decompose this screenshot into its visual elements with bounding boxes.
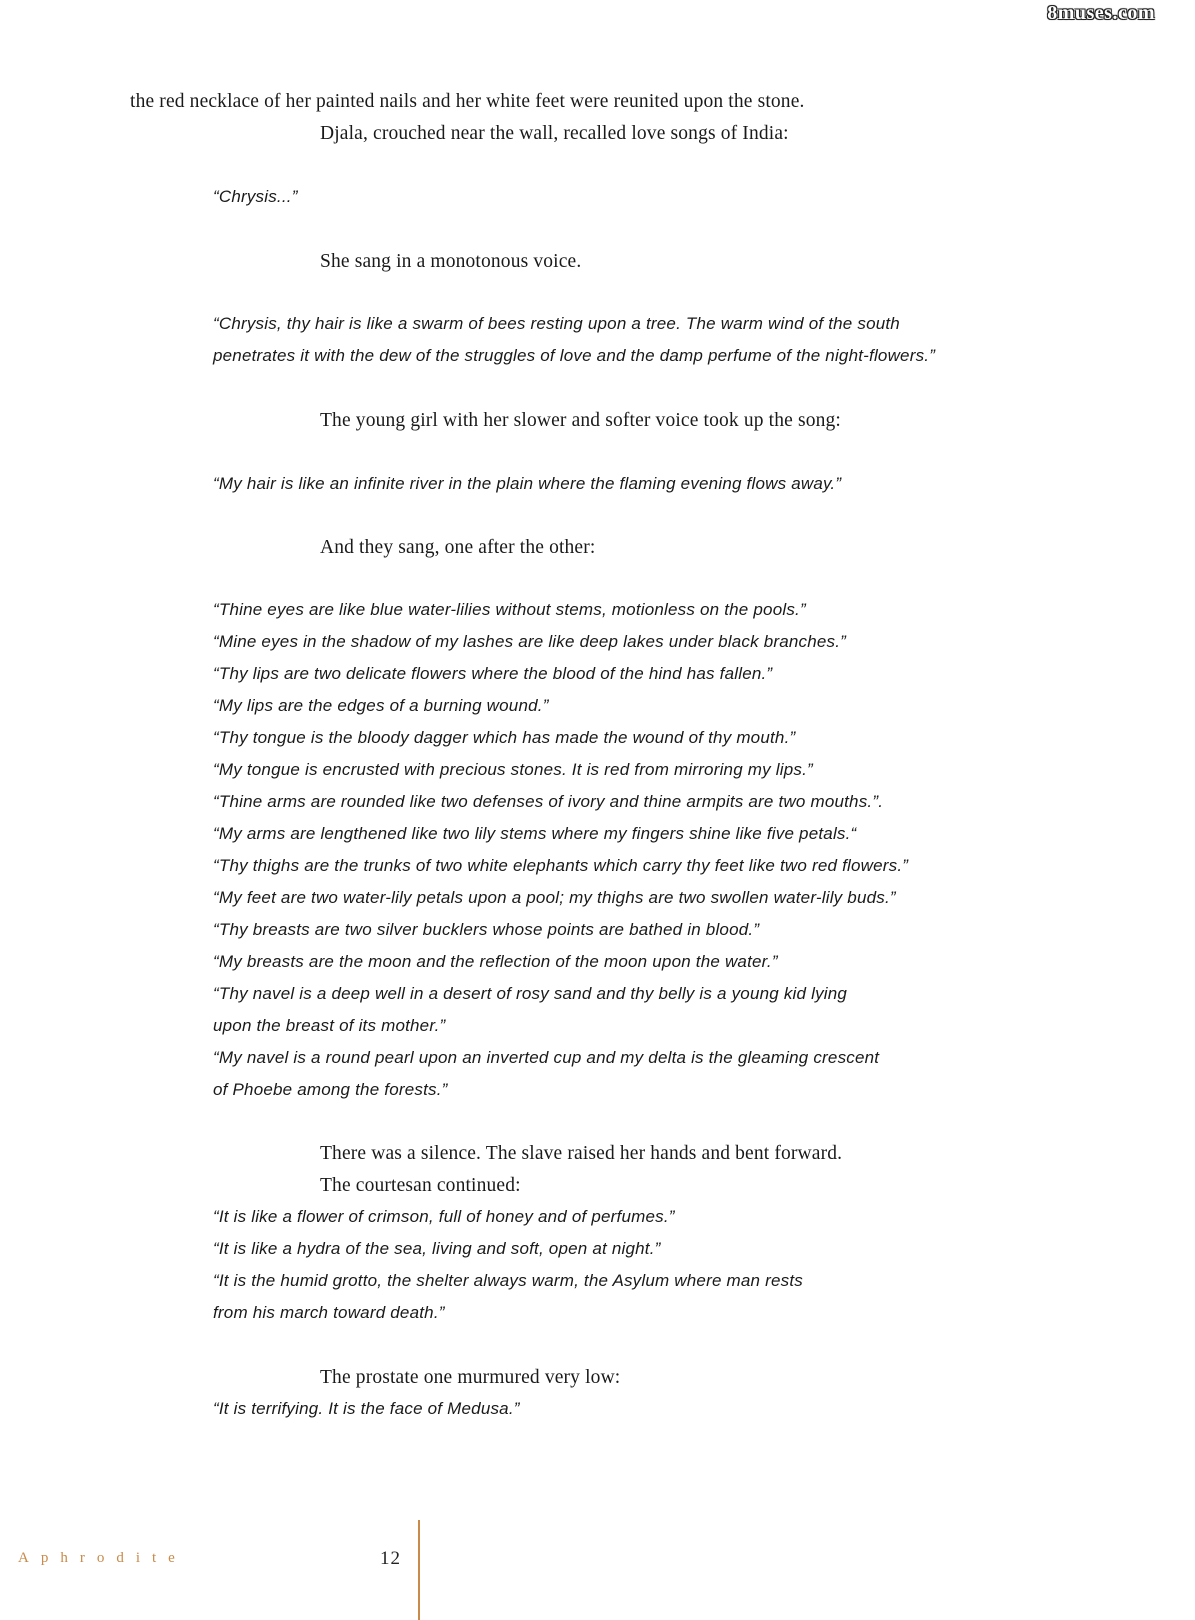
verse-line: penetrates it with the dew of the struggles of love and the damp perfume of the night-flowers.” <box>213 346 936 365</box>
prose-line: The courtesan continued: <box>320 1175 521 1196</box>
verse-line: “Chrysis...” <box>213 187 298 206</box>
page-number: 12 <box>380 1548 401 1569</box>
prose-line: And they sang, one after the other: <box>320 537 596 558</box>
verse-line: “It is the humid grotto, the shelter always warm, the Asylum where man rests <box>213 1271 803 1290</box>
footer-rule <box>418 1520 420 1620</box>
verse-line: from his march toward death.” <box>213 1303 445 1322</box>
verse-line: “My breasts are the moon and the reflection of the moon upon the water.” <box>213 952 778 971</box>
prose-line: There was a silence. The slave raised her hands and bent forward. <box>320 1143 843 1164</box>
verse-line: “It is like a hydra of the sea, living and soft, open at night.” <box>213 1239 661 1258</box>
verse-line: of Phoebe among the forests.” <box>213 1080 448 1099</box>
verse-line: “Thy lips are two delicate flowers where the blood of the hind has fallen.” <box>213 664 773 683</box>
verse-line: “Mine eyes in the shadow of my lashes are like deep lakes under black branches.” <box>213 632 847 651</box>
prose-line: Djala, crouched near the wall, recalled love songs of India: <box>320 123 789 144</box>
verse-line: “My tongue is encrusted with precious stones. It is red from mirroring my lips.” <box>213 760 813 779</box>
prose-line: The prostate one murmured very low: <box>320 1367 621 1388</box>
verse-line: “My arms are lengthened like two lily stems where my fingers shine like five petals.“ <box>213 824 857 843</box>
prose-line: the red necklace of her painted nails and her white feet were reunited upon the stone. <box>130 91 805 112</box>
prose-line: The young girl with her slower and softer voice took up the song: <box>320 410 841 431</box>
verse-line: “My lips are the edges of a burning wound.” <box>213 696 549 715</box>
verse-line: “Thy tongue is the bloody dagger which has made the wound of thy mouth.” <box>213 728 796 747</box>
prose-line: She sang in a monotonous voice. <box>320 251 582 272</box>
watermark: 8muses.com <box>1047 2 1155 24</box>
verse-line: “Thy navel is a deep well in a desert of rosy sand and thy belly is a young kid lying <box>213 984 848 1003</box>
verse-line: “It is terrifying. It is the face of Medusa.” <box>213 1399 520 1418</box>
verse-line: “My feet are two water-lily petals upon a pool; my thighs are two swollen water-lily buds.” <box>213 888 896 907</box>
verse-line: “My hair is like an infinite river in the plain where the flaming evening flows away.” <box>213 474 842 493</box>
running-title: Aphrodite <box>18 1550 187 1566</box>
verse-line: “Thy thighs are the trunks of two white elephants which carry thy feet like two red flowers.” <box>213 856 909 875</box>
verse-line: “Thine arms are rounded like two defenses of ivory and thine armpits are two mouths.”. <box>213 792 884 811</box>
verse-line: upon the breast of its mother.” <box>213 1016 446 1035</box>
verse-line: “Thine eyes are like blue water-lilies without stems, motionless on the pools.” <box>213 600 806 619</box>
verse-line: “My navel is a round pearl upon an inverted cup and my delta is the gleaming crescent <box>213 1048 880 1067</box>
verse-line: “Thy breasts are two silver bucklers whose points are bathed in blood.” <box>213 920 760 939</box>
verse-line: “It is like a flower of crimson, full of honey and of perfumes.” <box>213 1207 675 1226</box>
verse-line: “Chrysis, thy hair is like a swarm of bees resting upon a tree. The warm wind of the south <box>213 314 900 333</box>
